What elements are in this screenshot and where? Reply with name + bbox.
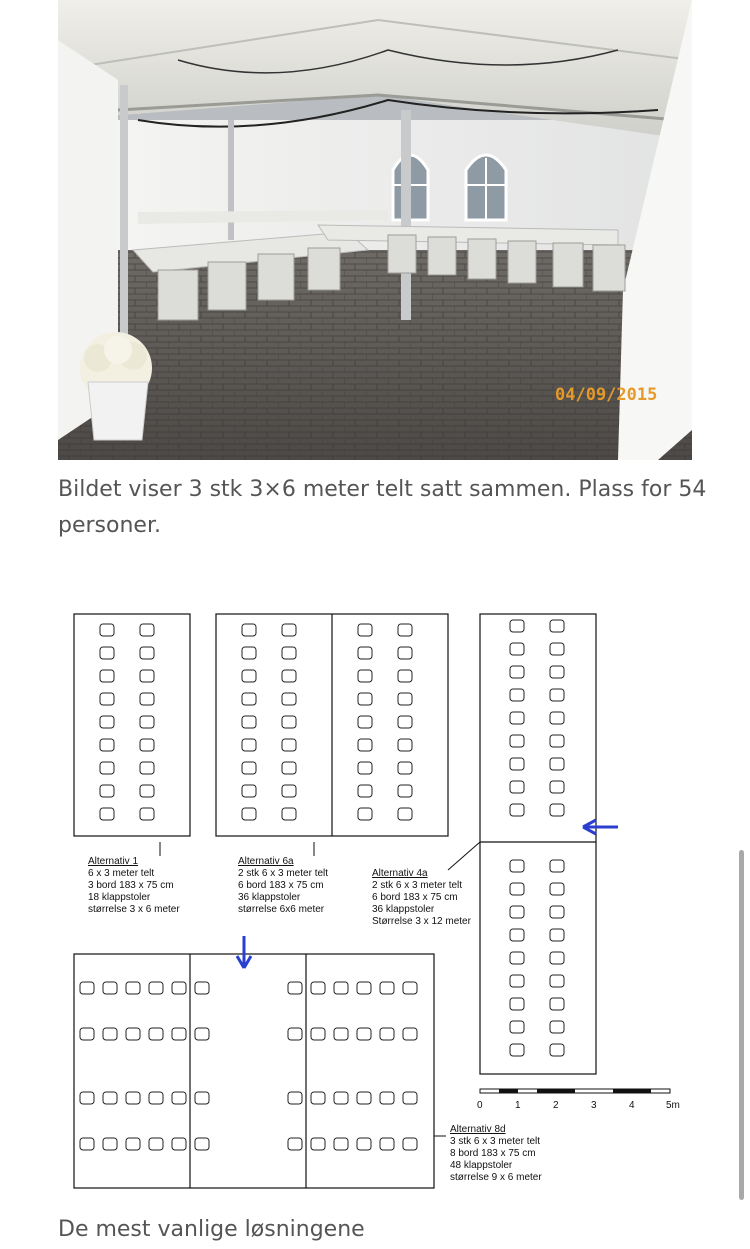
date-stamp: 04/09/2015 (555, 385, 658, 405)
chair-icon (149, 982, 163, 994)
svg-text:48 klappstoler: 48 klappstoler (450, 1160, 513, 1171)
chair-icon (550, 883, 564, 895)
chair-icon (172, 1028, 186, 1040)
chair-icon (358, 739, 372, 751)
chair-icon (242, 624, 256, 636)
chair-icon (140, 693, 154, 705)
chair-icon (358, 693, 372, 705)
chair-icon (510, 883, 524, 895)
svg-text:størrelse 6x6 meter: størrelse 6x6 meter (238, 904, 325, 915)
chair-icon (403, 1138, 417, 1150)
chair-icon (149, 1028, 163, 1040)
chair-icon (398, 808, 412, 820)
chair-icon (357, 982, 371, 994)
chair-icon (100, 785, 114, 797)
chair-icon (103, 1092, 117, 1104)
chair-icon (550, 929, 564, 941)
chair-icon (288, 982, 302, 994)
entrance-arrow-down (237, 936, 251, 968)
svg-text:36 klappstoler: 36 klappstoler (372, 904, 435, 915)
chair-icon (149, 1138, 163, 1150)
chair-icon (550, 975, 564, 987)
svg-text:0: 0 (477, 1100, 483, 1111)
chair-icon (510, 1021, 524, 1033)
chair-icon (242, 716, 256, 728)
chair-icon (140, 808, 154, 820)
photo-caption: Bildet viser 3 stk 3×6 meter telt satt sammen. Plass for 54 personer. (58, 477, 707, 538)
chair-icon (510, 620, 524, 632)
chair-icon (282, 808, 296, 820)
chair-icon (103, 1028, 117, 1040)
chair-icon (282, 739, 296, 751)
svg-text:2 stk 6 x 3 meter telt: 2 stk 6 x 3 meter telt (238, 868, 329, 879)
entrance-arrow-right (583, 820, 618, 834)
chair-icon (126, 982, 140, 994)
svg-text:1: 1 (515, 1100, 521, 1111)
chair-icon (510, 975, 524, 987)
svg-text:2: 2 (553, 1100, 559, 1111)
chair-icon (334, 1092, 348, 1104)
chair-icon (357, 1092, 371, 1104)
chair-icon (510, 860, 524, 872)
alt4a-frame (480, 614, 596, 1074)
chair-icon (510, 804, 524, 816)
chair-icon (550, 758, 564, 770)
chair-icon (550, 620, 564, 632)
chair-icon (288, 1028, 302, 1040)
chair-icon (510, 952, 524, 964)
chair-icon (100, 693, 114, 705)
svg-text:4: 4 (629, 1100, 635, 1111)
chair-icon (550, 781, 564, 793)
chair-icon (380, 1092, 394, 1104)
svg-text:3: 3 (591, 1100, 597, 1111)
svg-text:2 stk 6 x 3 meter telt: 2 stk 6 x 3 meter telt (372, 880, 463, 891)
chair-icon (357, 1138, 371, 1150)
chair-icon (172, 1092, 186, 1104)
chair-icon (100, 647, 114, 659)
chair-icon (282, 716, 296, 728)
svg-text:18 klappstoler: 18 klappstoler (88, 892, 151, 903)
chair-icon (398, 693, 412, 705)
chair-icon (311, 1028, 325, 1040)
chair-icon (550, 952, 564, 964)
chair-icon (334, 1138, 348, 1150)
chair-icon (140, 785, 154, 797)
chair-icon (282, 693, 296, 705)
chair-icon (510, 712, 524, 724)
chair-icon (140, 762, 154, 774)
chair-icon (100, 716, 114, 728)
chair-icon (80, 1092, 94, 1104)
chair-icon (398, 670, 412, 682)
chair-icon (510, 781, 524, 793)
chair-icon (126, 1092, 140, 1104)
tent-photo (58, 0, 692, 460)
svg-text:størrelse 9 x 6 meter: størrelse 9 x 6 meter (450, 1172, 542, 1183)
chair-icon (282, 785, 296, 797)
chair-icon (398, 762, 412, 774)
chair-icon (398, 785, 412, 797)
chair-icon (140, 647, 154, 659)
chair-icon (398, 716, 412, 728)
chair-icon (550, 1044, 564, 1056)
chair-icon (288, 1092, 302, 1104)
chair-icon (103, 982, 117, 994)
chair-icon (100, 808, 114, 820)
chair-icon (357, 1028, 371, 1040)
chair-icon (242, 693, 256, 705)
chair-icon (242, 762, 256, 774)
chair-icon (550, 643, 564, 655)
chair-icon (126, 1138, 140, 1150)
chair-icon (403, 1028, 417, 1040)
chair-icon (80, 1028, 94, 1040)
chair-icon (242, 785, 256, 797)
chair-icon (334, 1028, 348, 1040)
chair-icon (282, 762, 296, 774)
svg-text:8 bord 183 x 75 cm: 8 bord 183 x 75 cm (450, 1148, 536, 1159)
chair-icon (398, 624, 412, 636)
chair-icon (403, 982, 417, 994)
chair-icon (195, 1138, 209, 1150)
chair-icon (510, 689, 524, 701)
svg-text:3 bord 183 x 75 cm: 3 bord 183 x 75 cm (88, 880, 174, 891)
chair-icon (510, 906, 524, 918)
chair-icon (282, 647, 296, 659)
chair-icon (550, 712, 564, 724)
chair-icon (100, 739, 114, 751)
chair-icon (380, 982, 394, 994)
chair-icon (510, 666, 524, 678)
chair-icon (288, 1138, 302, 1150)
floor-plan-svg (58, 598, 698, 1198)
svg-text:6 x 3 meter telt: 6 x 3 meter telt (88, 868, 155, 879)
chair-icon (334, 982, 348, 994)
svg-text:6 bord 183 x 75 cm: 6 bord 183 x 75 cm (372, 892, 458, 903)
chair-icon (358, 785, 372, 797)
chair-icon (140, 670, 154, 682)
chair-icon (550, 906, 564, 918)
chair-icon (358, 762, 372, 774)
chair-icon (311, 1138, 325, 1150)
chair-icon (311, 1092, 325, 1104)
chair-icon (172, 982, 186, 994)
chair-icon (172, 1138, 186, 1150)
chair-icon (103, 1138, 117, 1150)
chair-icon (358, 716, 372, 728)
chair-icon (140, 716, 154, 728)
floor-plan-diagram (58, 598, 698, 1198)
chair-icon (140, 739, 154, 751)
chair-icon (358, 647, 372, 659)
chair-icon (242, 739, 256, 751)
chair-icon (242, 808, 256, 820)
tent-photo-illustration (58, 0, 692, 460)
alt8d-label: Alternativ 8d (450, 1124, 506, 1135)
chair-icon (282, 624, 296, 636)
chair-icon (195, 1092, 209, 1104)
alt1-label: Alternativ 1 (88, 856, 139, 867)
chair-icon (510, 929, 524, 941)
chair-icon (380, 1028, 394, 1040)
chair-icon (398, 647, 412, 659)
chair-icon (140, 624, 154, 636)
chair-icon (195, 1028, 209, 1040)
svg-text:6 bord 183 x 75 cm: 6 bord 183 x 75 cm (238, 880, 324, 891)
scale-bar (477, 1089, 680, 1111)
chair-icon (510, 643, 524, 655)
chair-icon (550, 998, 564, 1010)
alt1-frame (74, 614, 190, 836)
chair-icon (80, 1138, 94, 1150)
alt4a-label: Alternativ 4a (372, 868, 428, 879)
svg-text:5m: 5m (666, 1100, 680, 1111)
plan-caption: De mest vanlige løsningene (58, 1217, 365, 1242)
chair-icon (550, 666, 564, 678)
chair-icon (550, 735, 564, 747)
chair-icon (550, 860, 564, 872)
chair-icon (100, 670, 114, 682)
chair-icon (242, 647, 256, 659)
chair-icon (550, 804, 564, 816)
chair-icon (403, 1092, 417, 1104)
chair-icon (550, 689, 564, 701)
chair-icon (100, 762, 114, 774)
svg-text:Størrelse 3 x 12 meter: Størrelse 3 x 12 meter (372, 916, 471, 927)
svg-text:størrelse 3 x 6 meter: størrelse 3 x 6 meter (88, 904, 180, 915)
svg-text:3 stk 6 x 3 meter telt: 3 stk 6 x 3 meter telt (450, 1136, 541, 1147)
chair-icon (358, 624, 372, 636)
chair-icon (149, 1092, 163, 1104)
chair-icon (550, 1021, 564, 1033)
page-scrollbar[interactable] (739, 850, 744, 1200)
chair-icon (358, 808, 372, 820)
svg-text:36 klappstoler: 36 klappstoler (238, 892, 301, 903)
chair-icon (126, 1028, 140, 1040)
chair-icon (510, 998, 524, 1010)
chair-icon (398, 739, 412, 751)
chair-icon (80, 982, 94, 994)
chair-icon (510, 735, 524, 747)
alt6a-label: Alternativ 6a (238, 856, 294, 867)
chair-icon (510, 1044, 524, 1056)
chair-icon (311, 982, 325, 994)
chair-icon (242, 670, 256, 682)
chair-icon (358, 670, 372, 682)
chair-icon (510, 758, 524, 770)
chair-icon (282, 670, 296, 682)
chair-icon (100, 624, 114, 636)
chair-icon (380, 1138, 394, 1150)
chair-icon (195, 982, 209, 994)
